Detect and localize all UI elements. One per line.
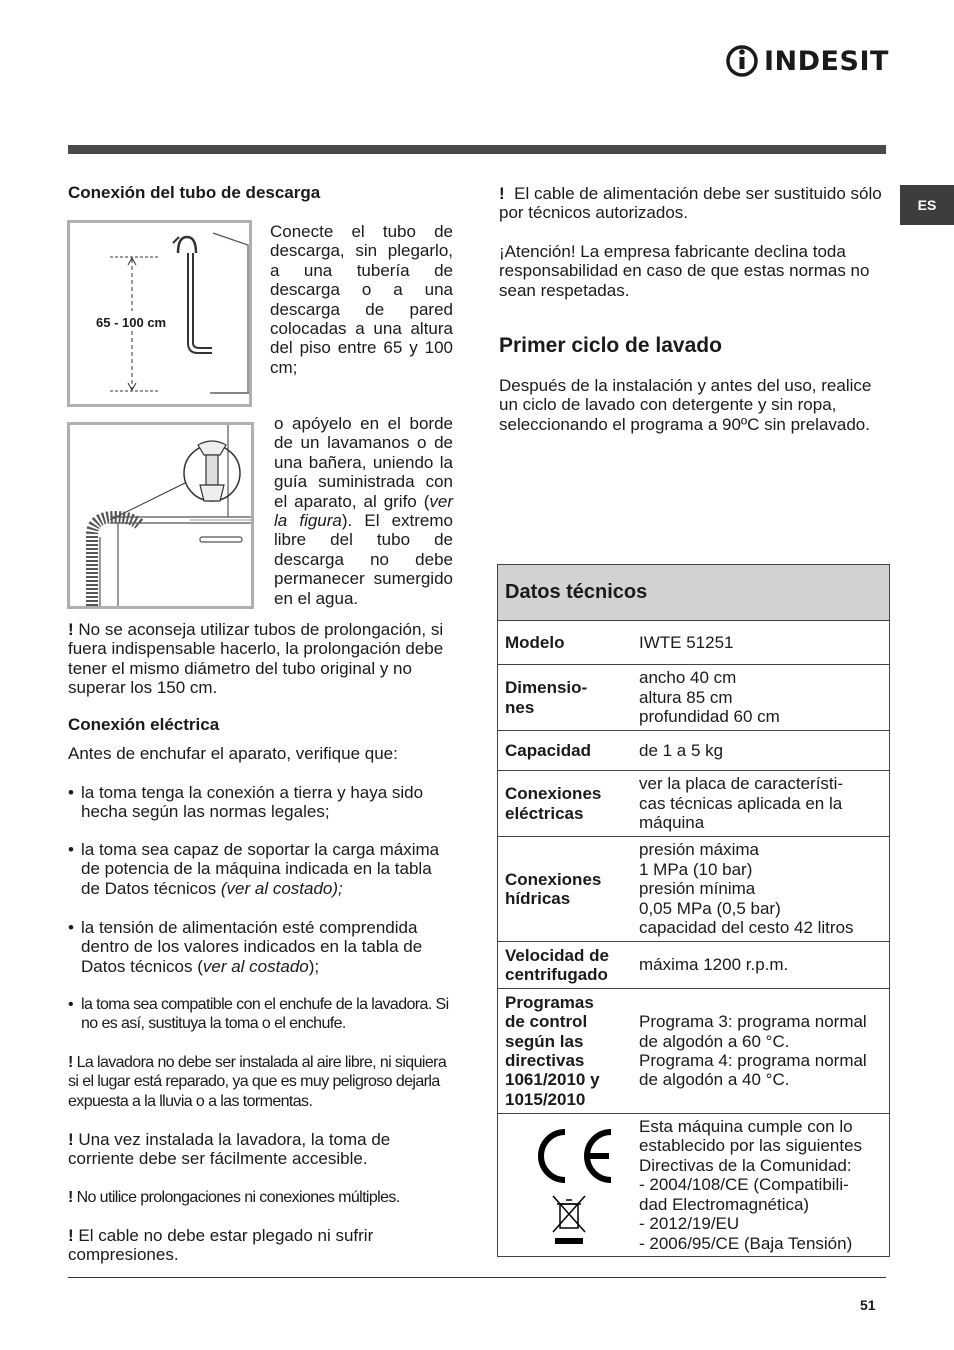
warning-outdoor-text: La lavadora no debe ser instalada al aire libre, ni siquiera si el lugar está reparado, ya que es muy peligroso dejarla expuesta a la lluvia o a las tormentas. xyxy=(68,1054,447,1110)
bullet-dot: • xyxy=(68,996,74,1013)
bullet-voltage xyxy=(68,918,454,976)
bullet-ground xyxy=(68,783,454,822)
section-title-first-cycle: Primer ciclo de lavado xyxy=(499,334,722,357)
row-label: Conexiones hídricas xyxy=(505,869,602,908)
exclamation-icon: ! xyxy=(68,1054,77,1071)
table-row xyxy=(498,989,889,1114)
bullet-voltage-text xyxy=(81,918,454,976)
warning-no-extensions xyxy=(68,1188,468,1207)
bullet-load-text-a: la toma sea capaz de soportar la carga máxima de potencia de la máquina indicada en la tabla de Datos técnicos xyxy=(81,840,440,898)
row-label: Programas de control según las directivas 1061/2010 y 1015/2010 xyxy=(505,992,600,1109)
bullet-load xyxy=(68,840,454,898)
table-row xyxy=(498,942,889,989)
weee-bin-icon xyxy=(549,1194,589,1246)
drain-hose-wall-figure xyxy=(67,220,252,407)
header-bar xyxy=(68,145,886,154)
para2-text-b: ). El extremo libre del tubo de descarga no debe permanecer sumergido en el agua. xyxy=(274,511,454,608)
drain-hose-paragraph-2 xyxy=(274,414,453,608)
table-row xyxy=(498,771,889,837)
footer-rule xyxy=(68,1277,886,1278)
page-number: 51 xyxy=(860,1297,876,1313)
row-label: Velocidad de centrifugado xyxy=(505,945,609,984)
warning-extension-hose-text: No se aconseja utilizar tubos de prolongación, si fuera indispensable hacerlo, la prolongación debe tener el mismo diámetro del tubo original y no superar los 150 cm. xyxy=(68,620,444,698)
ce-mark-icon xyxy=(521,1124,617,1188)
row-label: Capacidad xyxy=(505,740,591,760)
exclamation-icon: ! xyxy=(68,1189,77,1206)
row-value: máxima 1200 r.p.m. xyxy=(639,955,789,975)
exclamation-icon: ! xyxy=(499,184,515,203)
bullet-plug xyxy=(68,995,454,1034)
warning-cable-bent xyxy=(68,1226,454,1265)
bullet-dot: • xyxy=(68,840,74,859)
bullet-load-italic: (ver al costado); xyxy=(220,878,343,898)
bullet-voltage-text-a: la tensión de alimentación esté comprendida dentro de los valores indicados en la tabla de Datos técnicos ( xyxy=(81,918,423,976)
row-value: IWTE 51251 xyxy=(639,632,734,652)
brand-name: INDESIT xyxy=(764,46,889,77)
drain-hose-paragraph-1: Conecte el tubo de descarga, sin plegarlo, a una tubería de descarga o a una descarga de pared colocadas a una altura del piso entre 65 y 100 cm; xyxy=(270,222,453,377)
bullet-voltage-italic: ver al costado xyxy=(202,956,309,976)
table-row xyxy=(498,665,889,731)
table-row xyxy=(498,731,889,771)
row-value: de 1 a 5 kg xyxy=(639,740,724,760)
table-row xyxy=(498,621,889,665)
drain-hose-basin-drawing xyxy=(70,425,251,606)
exclamation-icon: ! xyxy=(68,1130,79,1149)
language-tab: ES xyxy=(900,185,954,225)
warning-cable-bent-text: El cable no debe estar plegado ni sufrir compresiones. xyxy=(68,1226,374,1265)
row-value: ancho 40 cm altura 85 cm profundidad 60 cm xyxy=(639,668,780,727)
section-title-drain-hose: Conexión del tubo de descarga xyxy=(68,183,321,202)
technical-data-title: Datos técnicos xyxy=(498,565,889,621)
attention-disclaimer: ¡Atención! La empresa fabricante declina toda responsabilidad en caso de que estas normas no sean respetadas. xyxy=(499,242,870,300)
bullet-voltage-text-b: ); xyxy=(308,956,320,976)
warning-outdoor xyxy=(68,1053,454,1111)
height-range-label: 65 - 100 cm xyxy=(96,315,167,330)
warning-cable-replacement xyxy=(499,184,889,223)
indesit-logo xyxy=(726,40,888,82)
row-value: ver la placa de característi- cas técnicas aplicada en la máquina xyxy=(639,774,844,833)
para2-italic: ver la figura xyxy=(274,491,453,531)
row-value: Programa 3: programa normal de algodón a 60 °C. Programa 4: programa normal de algodón a 40 °C. xyxy=(639,1012,867,1090)
section-title-electrical: Conexión eléctrica xyxy=(68,715,220,734)
row-label: Dimensio- nes xyxy=(505,678,588,717)
row-label: Modelo xyxy=(505,632,565,652)
bullet-plug-text: la toma sea compatible con el enchufe de la lavadora. Si no es así, sustituya la toma o el enchufe. xyxy=(81,996,449,1033)
bullet-dot: • xyxy=(68,918,74,937)
exclamation-icon: ! xyxy=(68,1226,79,1245)
warning-accessible-socket-text: Una vez instalada la lavadora, la toma de corriente debe ser fácilmente accesible. xyxy=(68,1130,391,1169)
bullet-dot: • xyxy=(68,783,74,802)
exclamation-icon: ! xyxy=(68,620,79,639)
table-row xyxy=(498,1114,889,1256)
bullet-load-text xyxy=(81,840,454,898)
warning-no-extensions-text: No utilice prolongaciones ni conexiones múltiples. xyxy=(76,1189,400,1206)
warning-extension-hose xyxy=(68,620,454,698)
electrical-intro: Antes de enchufar el aparato, verifique que: xyxy=(68,744,398,763)
first-cycle-paragraph: Después de la instalación y antes del uso, realice un ciclo de lavado con detergente y sin ropa, seleccionando el programa a 90ºC sin prelavado. xyxy=(499,376,872,434)
warning-cable-replacement-text: El cable de alimentación debe ser sustituido sólo por técnicos autorizados. xyxy=(499,184,882,223)
row-value: Esta máquina cumple con lo establecido por las siguientes Directivas de la Comunidad: - 2004/108/CE (Compatibili- dad Electromagnética) - 2012/19/EU - 2006/95/CE (Baja Tensión) xyxy=(639,1117,863,1253)
drain-hose-wall-drawing xyxy=(70,223,249,404)
drain-hose-basin-figure xyxy=(67,422,254,609)
para2-text-a: o apóyelo en el borde de un lavamanos o de una bañera, uniendo la guía suministrada con el aparato, al grifo ( xyxy=(274,414,453,511)
bullet-ground-text: la toma tenga la conexión a tierra y haya sido hecha según las normas legales; xyxy=(81,783,424,822)
table-row xyxy=(498,837,889,942)
technical-data-table xyxy=(497,564,890,1257)
row-value: presión máxima 1 MPa (10 bar) presión mínima 0,05 MPa (0,5 bar) capacidad del cesto 42 litros xyxy=(639,840,854,938)
row-label: Conexiones eléctricas xyxy=(505,784,602,823)
compliance-marks xyxy=(498,1124,639,1246)
warning-accessible-socket xyxy=(68,1130,454,1169)
